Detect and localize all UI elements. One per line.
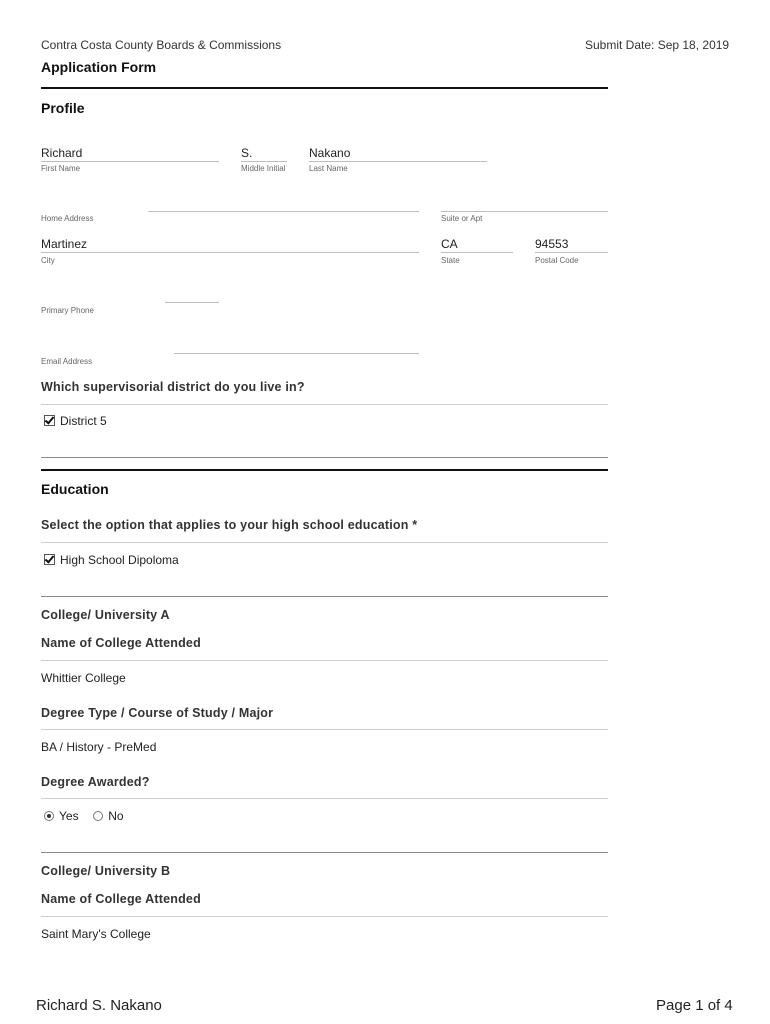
hs-answer: High School Dipoloma [60,553,179,567]
college-a-degree-divider [41,729,608,730]
middle-initial-line [241,161,287,162]
hs-divider [41,542,608,543]
suite-label: Suite or Apt [441,214,483,223]
last-name-value: Nakano [309,146,351,160]
district-divider [41,404,608,405]
middle-initial-value: S. [241,146,253,160]
radio-unselected-icon [93,811,103,821]
college-b-name-question: Name of College Attended [41,892,201,906]
city-value: Martinez [41,237,88,251]
district-answer: District 5 [60,414,107,428]
postal-code-value: 94553 [535,237,569,251]
header-divider [41,87,608,89]
college-a-awarded-divider [41,798,608,799]
radio-selected-icon [44,811,54,821]
email-label: Email Address [41,357,93,366]
college-a-awarded-question: Degree Awarded? [41,775,150,789]
college-a-divider [41,596,608,597]
organization-name: Contra Costa County Boards & Commissions [41,38,282,52]
education-section-title: Education [41,481,109,497]
state-value: CA [441,237,458,251]
state-line [441,252,513,253]
checkbox-checked-icon [44,554,55,565]
state-label: State [441,256,460,265]
hs-answer-row [44,553,179,567]
middle-initial-label: Middle Initial [241,164,286,173]
college-a-heading: College/ University A [41,608,170,622]
submit-date: Submit Date: Sep 18, 2019 [585,38,730,52]
district-question: Which supervisorial district do you live in? [41,380,305,394]
last-name-label: Last Name [309,164,348,173]
profile-section-title: Profile [41,100,85,116]
college-a-degree-answer: BA / History - PreMed [41,740,157,754]
home-address-label: Home Address [41,214,94,223]
footer-applicant-name: Richard S. Nakano [36,997,162,1014]
email-line [174,353,419,354]
college-b-divider [41,852,608,853]
college-b-name-answer: Saint Mary's College [41,927,151,941]
primary-phone-line [165,302,219,303]
profile-end-divider [41,457,608,458]
awarded-no-label: No [108,809,124,823]
awarded-yes-label: Yes [59,809,79,823]
home-address-line [148,211,419,212]
college-a-name-question: Name of College Attended [41,636,201,650]
footer-page-number: Page 1 of 4 [656,997,733,1014]
college-b-heading: College/ University B [41,864,171,878]
checkbox-checked-icon [44,415,55,426]
primary-phone-label: Primary Phone [41,306,94,315]
city-line [41,252,419,253]
postal-code-label: Postal Code [535,256,579,265]
hs-question: Select the option that applies to your high school education * [41,518,418,532]
college-b-name-divider [41,916,608,917]
last-name-line [309,161,487,162]
college-a-awarded-options [44,809,124,823]
college-a-name-divider [41,660,608,661]
suite-line [441,211,608,212]
district-answer-row [44,414,107,428]
first-name-label: First Name [41,164,81,173]
city-label: City [41,256,55,265]
first-name-value: Richard [41,146,83,160]
college-a-degree-question: Degree Type / Course of Study / Major [41,706,274,720]
postal-code-line [535,252,608,253]
education-divider [41,469,608,471]
first-name-line [41,161,219,162]
college-a-name-answer: Whittier College [41,671,126,685]
form-title: Application Form [41,59,157,75]
